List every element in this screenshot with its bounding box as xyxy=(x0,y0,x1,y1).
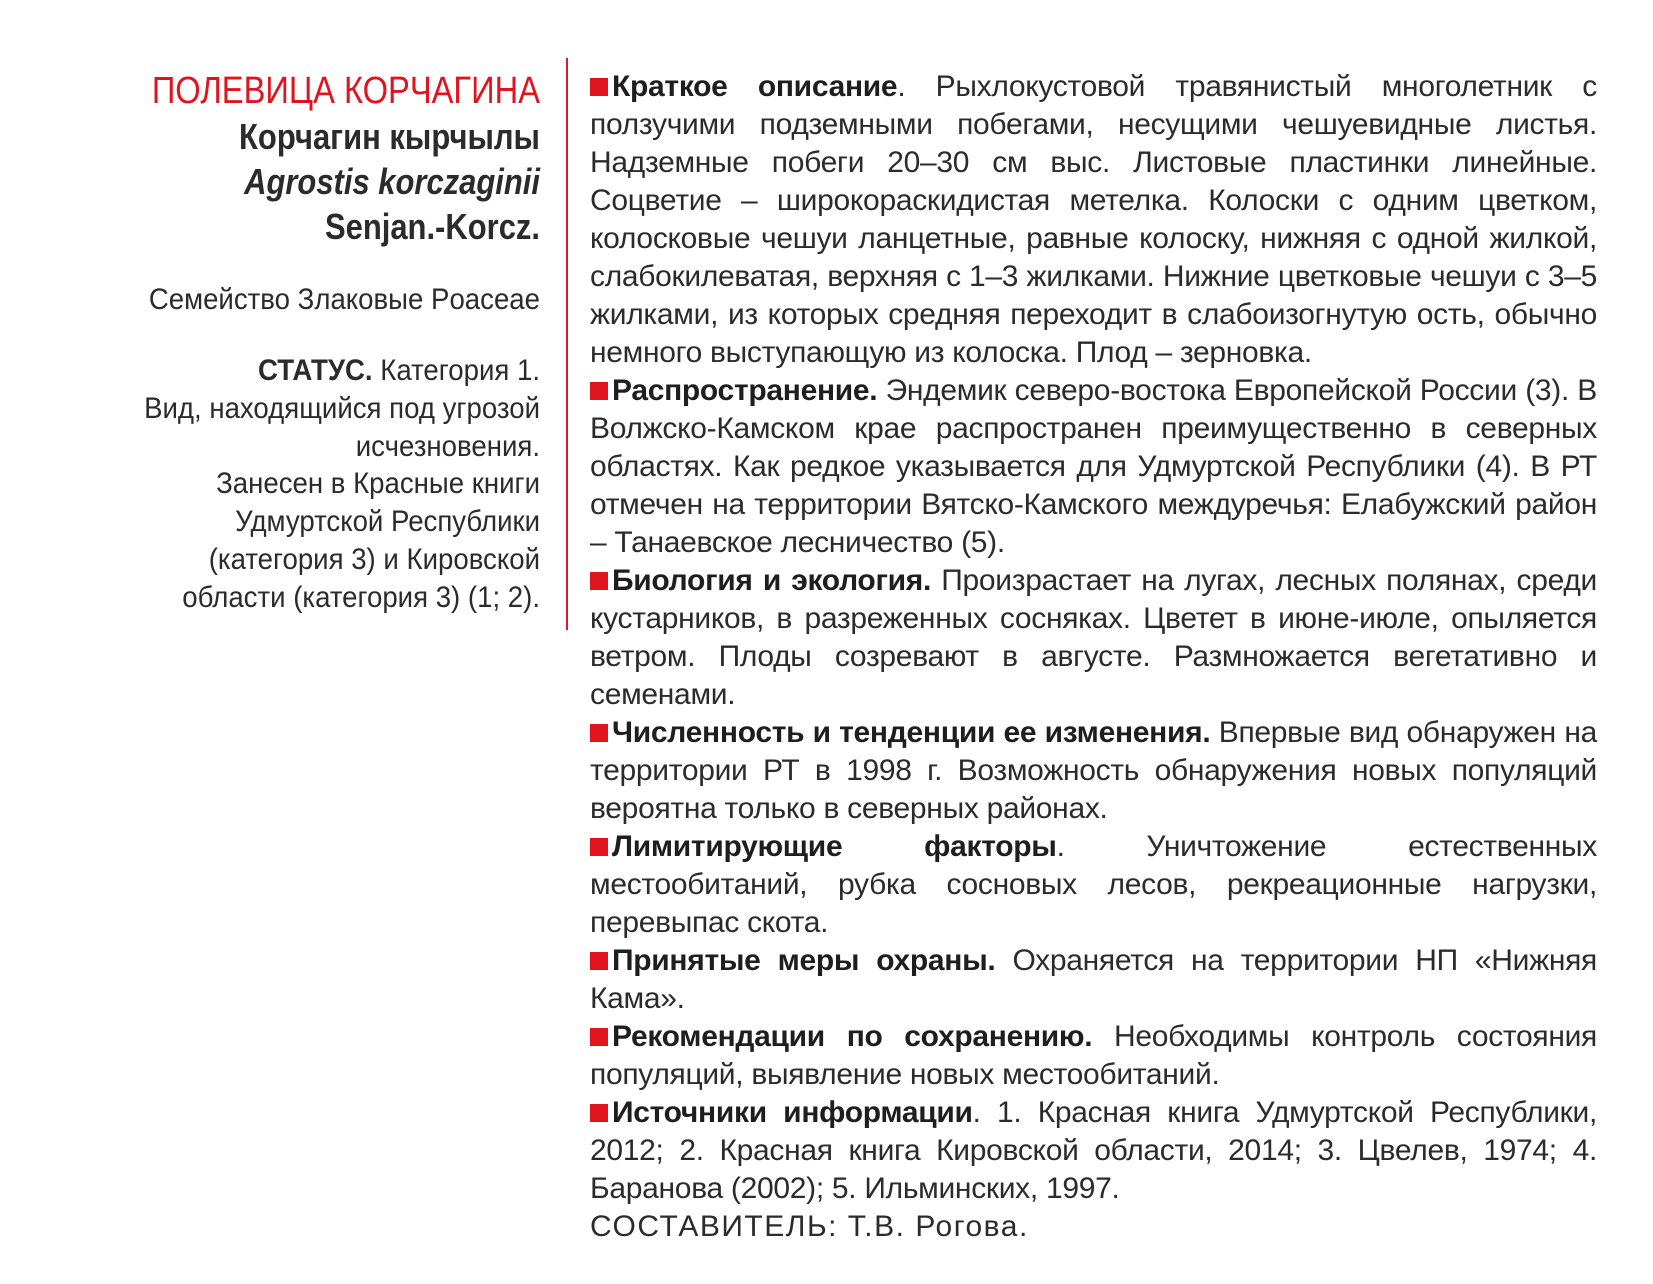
red-square-bullet-icon xyxy=(590,838,608,856)
species-body xyxy=(590,68,1597,1246)
section-text: . 1. Красная книга Удмуртской Республики, 2012; 2. Красная книга Кировской области, 2014; 3. Цвелев, 1974; 4. Баранова (2002); 5. Ильминских, 1997. xyxy=(590,1096,1597,1205)
section-biology xyxy=(590,562,1597,714)
compiler-line: СОСТАВИТЕЛЬ: Т.В. Рогова. xyxy=(590,1210,1029,1243)
section-heading: Источники информации xyxy=(612,1096,973,1129)
section-protection xyxy=(590,942,1597,1018)
species-title-latin: Agrostis korczaginii xyxy=(244,161,540,202)
section-text: Произрастает на лугах, лесных полянах, среди кустарников, в разреженных сосняках. Цветет в июне-июле, опыляется ветром. Плоды созревают в августе. Размножается вегетативно и семенами. xyxy=(590,564,1597,711)
red-square-bullet-icon xyxy=(590,382,608,400)
species-title-russian: ПОЛЕВИЦА КОРЧАГИНА xyxy=(151,70,540,112)
red-square-bullet-icon xyxy=(590,1104,608,1122)
red-square-bullet-icon xyxy=(590,78,608,96)
section-limiting-factors xyxy=(590,828,1597,942)
section-heading: Рекомендации по сохранению. xyxy=(612,1020,1093,1053)
section-heading: Лимитирующие факторы xyxy=(612,830,1057,863)
section-heading: Биология и экология. xyxy=(612,564,932,597)
species-header xyxy=(40,68,540,617)
section-text: Эндемик северо-востока Европейской России (3). В Волжско-Камском крае распространен преимущественно в северных областях. Как редкое указывается для Удмуртской Республики (4). В РТ отмечен на территории Вятско-Камского междуречья: Елабужский район – Танаевское лесничество (5). xyxy=(590,374,1597,559)
section-heading: Численность и тенденции ее изменения. xyxy=(612,716,1211,749)
status-line: Занесен в Красные книги xyxy=(216,467,540,501)
status-line: исчезновения. xyxy=(355,429,540,463)
section-distribution xyxy=(590,372,1597,562)
family-line: Семейство Злаковые Poaceae xyxy=(148,283,540,316)
red-square-bullet-icon xyxy=(590,724,608,742)
red-square-bullet-icon xyxy=(590,952,608,970)
section-recommendations xyxy=(590,1018,1597,1094)
section-description xyxy=(590,68,1597,372)
species-author: Senjan.-Korcz. xyxy=(324,206,540,247)
red-square-bullet-icon xyxy=(590,572,608,590)
section-heading: Принятые меры охраны. xyxy=(612,944,996,977)
section-text: Охраняется на территории НП «Нижняя Кама». xyxy=(590,944,1597,1015)
status-line: области (категория 3) (1; 2). xyxy=(182,580,540,614)
status-line: Удмуртской Республики xyxy=(235,505,541,539)
section-text: . Уничтожение естественных местообитаний, рубка сосновых лесов, рекреационные нагрузки, перевыпас скота. xyxy=(590,830,1597,939)
status-line: СТАТУС. Категория 1. xyxy=(258,354,540,387)
status-block xyxy=(40,352,540,617)
status-line: (категория 3) и Кировской xyxy=(208,542,540,576)
status-heading: СТАТУС. xyxy=(258,354,373,387)
section-text: Необходимы контроль состояния популяций, выявление новых местообитаний. xyxy=(590,1020,1598,1091)
section-heading: Распространение. xyxy=(612,374,878,407)
species-title-tatar: Корчагин кырчылы xyxy=(239,116,541,157)
section-abundance xyxy=(590,714,1597,828)
status-line: Вид, находящийся под угрозой xyxy=(144,391,540,425)
section-text: Впервые вид обнаружен на территории РТ в 1998 г. Возможность обнаружения новых популяций вероятна только в северных районах. xyxy=(590,716,1597,825)
section-sources xyxy=(590,1094,1597,1208)
red-square-bullet-icon xyxy=(590,1028,608,1046)
section-heading: Краткое описание xyxy=(612,70,898,103)
section-text: . Рыхлокустовой травянистый многолетник с ползучими подземными побегами, несущими чешуевидные листья. Надземные побеги 20–30 см выс. Листовые пластинки линейные. Соцветие – широкораскидистая метелка. Колоски с одним цветком, колосковые чешуи ланцетные, равные колоску, нижняя с одной жилкой, слабокилеватая, верхняя с 1–3 жилками. Нижние цветковые чешуи с 3–5 жилками, из которых средняя переходит в слабоизогнутую ость, обычно немного выступающую из колоска. Плод – зерновка. xyxy=(590,70,1598,369)
column-divider xyxy=(566,58,568,630)
